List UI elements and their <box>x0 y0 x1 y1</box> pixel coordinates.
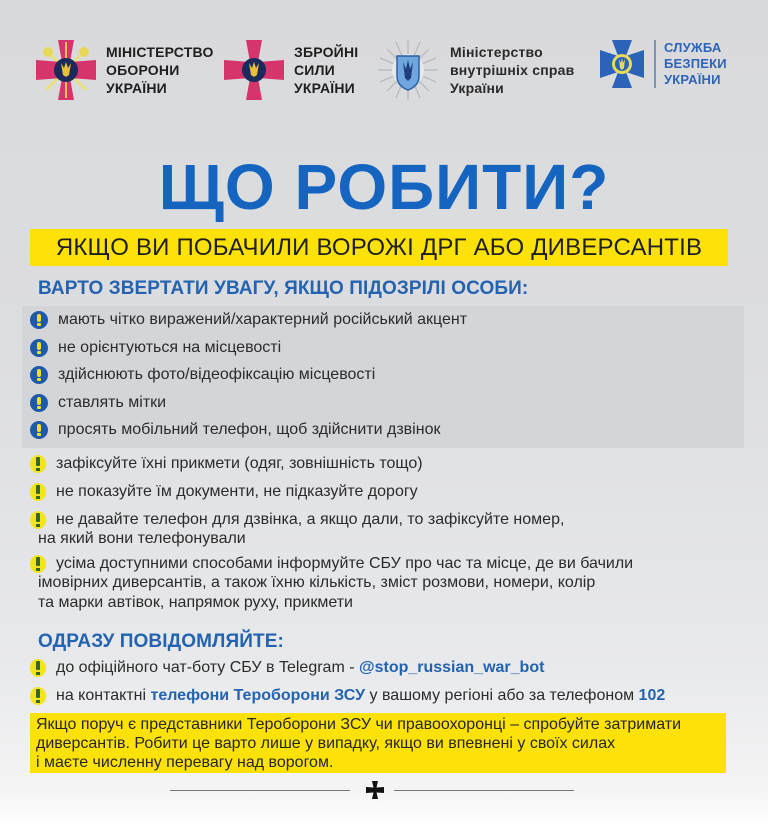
telegram-bot-link[interactable]: @stop_russian_war_bot <box>358 659 545 676</box>
divider-line <box>394 790 574 791</box>
logo-line: УКРАЇНИ <box>664 72 721 87</box>
logo-interior-ministry <box>376 38 574 102</box>
interior-ministry-star-icon <box>376 38 440 102</box>
list-item <box>30 394 166 412</box>
list-item-text: здійснюють фото/відеофіксацію місцевості <box>58 366 376 383</box>
report-label: до офіційного чат-боту СБУ в Telegram - <box>56 659 359 676</box>
list-item <box>30 366 375 384</box>
logo-text <box>654 40 727 88</box>
signs-heading: ВАРТО ЗВЕРТАТИ УВАГУ, ЯКЩО ПІДОЗРІЛІ ОСОБИ: <box>38 278 529 299</box>
list-item <box>30 421 440 439</box>
note-band <box>30 713 726 773</box>
divider-line <box>170 790 350 791</box>
logo-line: ОБОРОНИ <box>106 62 180 78</box>
sbu-cross-icon <box>598 38 646 90</box>
logo-text <box>106 43 214 97</box>
territorial-defence-phones-link[interactable]: телефони Тероборони ЗСУ <box>150 687 366 704</box>
exclamation-icon <box>30 366 48 384</box>
list-item <box>30 311 467 329</box>
action-item <box>30 483 745 501</box>
logo-line: України <box>450 80 504 96</box>
page-title: ЩО РОБИТИ? <box>158 151 610 223</box>
logo-ministry-of-defence <box>34 38 214 102</box>
cross-icon <box>366 781 384 799</box>
logos-row <box>0 38 768 108</box>
report-text <box>56 659 544 677</box>
report-label: на контактні <box>56 687 151 704</box>
exclamation-icon <box>30 555 46 573</box>
logo-sbu <box>598 38 727 90</box>
action-item <box>30 455 745 473</box>
exclamation-icon <box>30 311 48 329</box>
logo-armed-forces <box>222 38 358 102</box>
action-text: та марки автівок, напрямок руху, прикмети <box>38 594 353 611</box>
action-text: усіма доступними способами інформуйте СБУ про час та місце, де ви бачили <box>56 555 634 572</box>
list-item-text: мають чітко виражений/характерний російський акцент <box>58 311 468 328</box>
action-text: імовірних диверсантів, а також їхню кількість, зміст розмови, номери, колір <box>38 574 596 591</box>
exclamation-icon <box>30 421 48 439</box>
report-text <box>56 687 665 705</box>
action-text: не давайте телефон для дзвінка, а якщо дали, то зафіксуйте номер, <box>56 511 565 528</box>
logo-line: внутрішніх справ <box>450 62 575 78</box>
action-item <box>30 555 745 613</box>
note-line: диверсантів. Робити це варто лише у випадку, якщо ви впевнені у своїх силах <box>36 735 616 752</box>
exclamation-icon <box>30 394 48 412</box>
logo-line: Міністерство <box>450 44 543 60</box>
report-heading: ОДРАЗУ ПОВІДОМЛЯЙТЕ: <box>38 631 284 652</box>
exclamation-icon <box>30 339 48 357</box>
logo-text <box>450 43 574 97</box>
action-text: не показуйте їм документи, не підказуйте дорогу <box>56 483 418 500</box>
list-item <box>30 339 281 357</box>
subtitle: ЯКЩО ВИ ПОБАЧИЛИ ВОРОЖІ ДРГ АБО ДИВЕРСАНТІВ <box>55 233 703 261</box>
note-line: і маєте численну перевагу над ворогом. <box>36 754 334 771</box>
list-item-text: ставлять мітки <box>58 394 167 411</box>
logo-line: БЕЗПЕКИ <box>664 56 727 71</box>
report-item-telegram <box>30 659 745 677</box>
report-item-phone <box>30 687 745 705</box>
logo-line: УКРАЇНИ <box>106 80 167 96</box>
list-item-text: просять мобільний телефон, щоб здійснити дзвінок <box>58 421 441 438</box>
exclamation-icon <box>30 659 46 677</box>
logo-line: МІНІСТЕРСТВО <box>106 44 214 60</box>
phone-number[interactable]: 102 <box>638 687 666 704</box>
exclamation-icon <box>30 483 46 501</box>
logo-line: СЛУЖБА <box>664 40 722 55</box>
logo-line: ЗБРОЙНІ <box>294 44 359 60</box>
exclamation-icon <box>30 455 46 473</box>
exclamation-icon <box>30 511 46 529</box>
report-label: у вашому регіоні або за телефоном <box>365 687 639 704</box>
armed-forces-cross-icon <box>222 38 286 102</box>
subtitle-band <box>30 229 728 266</box>
action-text: зафіксуйте їхні прикмети (одяг, зовнішність тощо) <box>56 455 423 472</box>
action-text: на який вони телефонували <box>38 530 246 547</box>
logo-line: СИЛИ <box>294 62 335 78</box>
list-item-text: не орієнтуються на місцевості <box>58 339 282 356</box>
note-line: Якщо поруч є представники Тероборони ЗСУ чи правоохоронці – спробуйте затримати <box>36 716 682 733</box>
action-item <box>30 511 745 549</box>
exclamation-icon <box>30 687 46 705</box>
logo-text <box>294 43 358 97</box>
logo-line: УКРАЇНИ <box>294 80 355 96</box>
ministry-of-defence-emblem-icon <box>34 38 98 102</box>
